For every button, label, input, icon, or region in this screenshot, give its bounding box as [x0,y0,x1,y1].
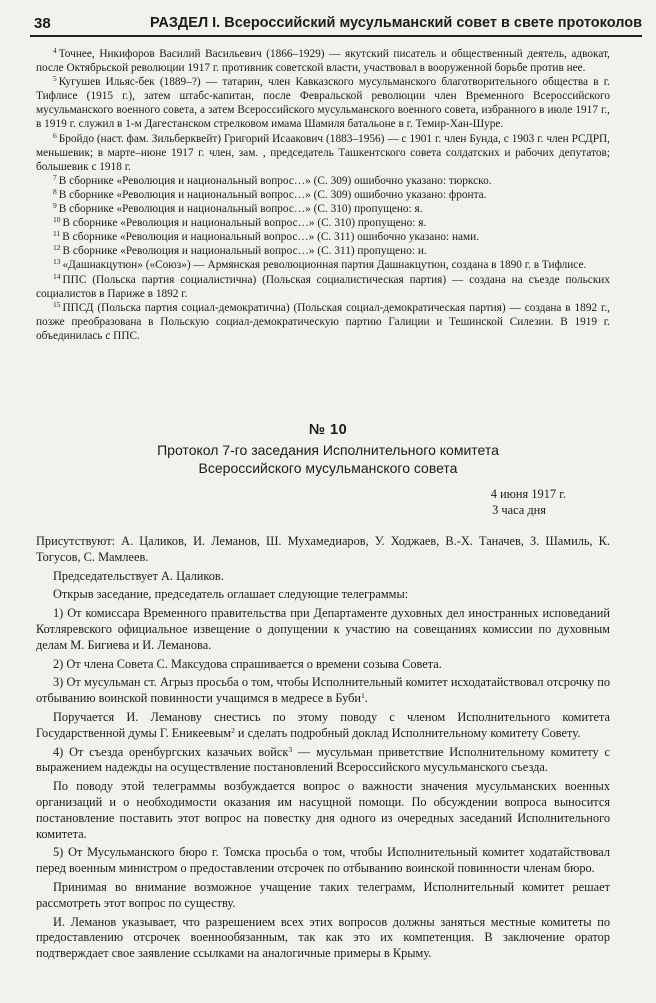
footnote [36,47,610,75]
paragraph-text: Поручается И. Леманову снестись по этому поводу с членом Исполнительного комитета Государственной думы Г. Еникеевым [36,709,610,740]
footnote-text: ППСД (Польска партия социал-демократична) (Польская социал-демократическая партия) — создана в 1892 г., позже преобразована в Польскую социал-демократическую партию Галиции и Тешинской Силезии. В 1919 г. объединилась с ППС. [36,301,610,342]
footnote-number: 6 [53,130,57,140]
paragraph-text: 3) От мусульман ст. Агрыз просьба о том, чтобы Исполнительный комитет исходатайствовал отсрочку по отбыванию воинской повинности учащимся в медресе в Буби [36,675,610,706]
footnote-number: 5 [53,74,57,84]
protocol-body [36,534,610,965]
footnote [36,244,610,258]
footnote-text: ППС (Польска партия социалистична) (Польская социалистическая партия) — создана на съезде польских социалистов в Париже в 1892 г. [36,273,610,300]
footnote [36,132,610,174]
document-title [0,441,656,477]
paragraph-text: Присутствуют: А. Цаликов, И. Леманов, Ш. Мухамедиаров, У. Ходжаев, В.-Х. Таначев, З. Шамиль, К. Тогусов, С. Мамлеев. [36,534,610,564]
body-paragraph [36,710,610,742]
section-title: РАЗДЕЛ I. Всероссийский мусульманский совет в свете протоколов [149,15,642,31]
paragraph-text-continued: — мусульман приветствие Исполнительному комитету с выражением надежды на осуществление постановлений Всероссийского мусульманского съезда. [36,744,610,775]
footnote [36,216,610,230]
paragraph-text: 5) От Мусульманского бюро г. Томска просьба о том, чтобы Исполнительный комитет ходатайствовал перед военным министром о предоставлении отсрочек по отбыванию воинской повинности членам бюро. [36,845,610,876]
paragraph-text: По поводу этой телеграммы возбуждается вопрос о важности значения мусульманских военных организаций и о необходимости оказания им насущной помощи. По обсуждении вопроса выносится постановление поставить этот вопрос на повестку дня одного из очередных заседаний Исполнительного комитета. [36,779,610,841]
footnote-number: 9 [53,201,57,211]
footnote-text: В сборнике «Революция и национальный вопрос…» (С. 309) ошибочно указано: фронта. [58,188,487,201]
footnote-number: 12 [53,243,61,253]
footnote [36,301,610,343]
footnote-reference: 3 [288,744,293,754]
footnote-number: 15 [53,299,61,309]
footnote-text: В сборнике «Революция и национальный вопрос…» (С. 311) пропущено: и. [62,245,427,258]
document-title-line-1: Протокол 7-го заседания Исполнительного комитета [157,442,499,458]
body-paragraph [36,606,610,653]
footnote [36,202,610,216]
footnote [36,273,610,301]
body-paragraph [36,779,610,842]
document-date: 4 июня 1917 г. [490,487,566,501]
footnote-number: 11 [53,229,61,239]
document-time: 3 часа дня [492,503,546,517]
body-paragraph [36,534,610,566]
footnote-text: В сборнике «Революция и национальный вопрос…» (С. 310) пропущено: я. [58,203,423,216]
paragraph-text: 2) От члена Совета С. Максудова спрашивается о времени созыва Совета. [53,656,442,671]
footnote [36,258,610,272]
paragraph-text: 4) От съезда оренбургских казачьих войск [53,744,289,759]
header-rule [30,35,642,37]
body-paragraph [36,569,610,585]
footnotes-block [36,47,610,343]
body-paragraph [36,880,610,912]
body-paragraph [36,915,610,962]
paragraph-text: Председательствует А. Цаликов. [53,568,224,583]
footnote [36,188,610,202]
footnote-number: 14 [53,271,61,281]
footnote-text: «Дашнакцутюн» («Союз») — Армянская революционная партия Дашнакцутюн, создана в 1890 г. в Тифлисе. [62,259,587,272]
footnote-text: Точнее, Никифоров Василий Васильевич (1866–1929) — якутский писатель и общественный деятель, адвокат, после Октябрьской революции 1917 г. противник советской власти, участвовал в вооруженной борьбе против нее. [36,48,610,75]
footnote-number: 7 [53,172,57,182]
footnote-number: 10 [53,215,61,225]
body-paragraph [36,745,610,777]
paragraph-text: И. Леманов указывает, что разрешением всех этих вопросов должны заняться местные комитеты по предоставлению отсрочек военнообязанным, так как это их компетенция. В заключение оратор подтверждает свое заявление ссылками на аналогичные примеры в Крыму. [36,914,610,961]
document-number: № 10 [308,422,348,438]
footnote-text: В сборнике «Революция и национальный вопрос…» (С. 311) ошибочно указано: нами. [62,231,480,244]
footnote [36,174,610,188]
paragraph-text-continued: и сделать подробный доклад Исполнительному комитету Совету. [234,725,581,740]
document-dateline [491,486,566,518]
footnote-reference: 2 [231,725,235,735]
footnote-text: В сборнике «Революция и национальный вопрос…» (С. 310) пропущено: я. [62,217,427,230]
paragraph-text-continued: . [364,691,368,706]
footnote-text: В сборнике «Революция и национальный вопрос…» (С. 309) ошибочно указано: тюркско. [58,174,492,187]
footnote-reference: 1 [361,691,365,701]
page-number: 38 [34,15,51,32]
paragraph-text: Открыв заседание, председатель оглашает следующие телеграммы: [53,587,409,602]
footnote-number: 8 [53,186,57,196]
footnote [36,230,610,244]
body-paragraph [36,587,610,603]
body-paragraph [36,657,610,673]
footnote-number: 4 [53,46,57,55]
footnote-text: Кугушев Ильяс-бек (1889–?) — татарин, член Кавказского мусульманского благотворительного общества в г. Тифлисе (1915 г.), затем штабс-капитан, после Февральской революции член Временного Всероссийского мусульманского военного совета, а затем Всероссийского мусульманского военного совета, избранного в июле 1917 г., в 1919 г. служил в 1-м Дагестанском стрелковом имама Шамиля батальоне в г. Темир-Хан-Шуре. [36,76,610,131]
footnote-text: Бройдо (наст. фам. Зильберквейт) Григорий Исаакович (1883–1956) — с 1901 г. член Бунда, с 1903 г. член РСДРП, меньшевик; в марте–июне 1917 г. член, зам. , председатель Ташкентского совета солдатских и рабочих депутатов; большевик с 1918 г. [36,132,610,173]
document-title-line-2: Всероссийского мусульманского совета [198,460,458,476]
footnote [36,75,610,131]
body-paragraph [36,845,610,877]
paragraph-text: 1) От комиссара Временного правительства при Департаменте духовных дел иностранных исповеданий Котляревского официальное извещение о допущении к участию на совещаниях комиссии по духовным делам М. Бигиева и И. Леманова. [36,606,610,652]
running-header [30,12,642,36]
paragraph-text: Принимая во внимание возможное учащение таких телеграмм, Исполнительный комитет решает рассмотреть этот вопрос по существу. [36,879,610,910]
body-paragraph [36,675,610,707]
footnote-number: 13 [53,257,61,267]
